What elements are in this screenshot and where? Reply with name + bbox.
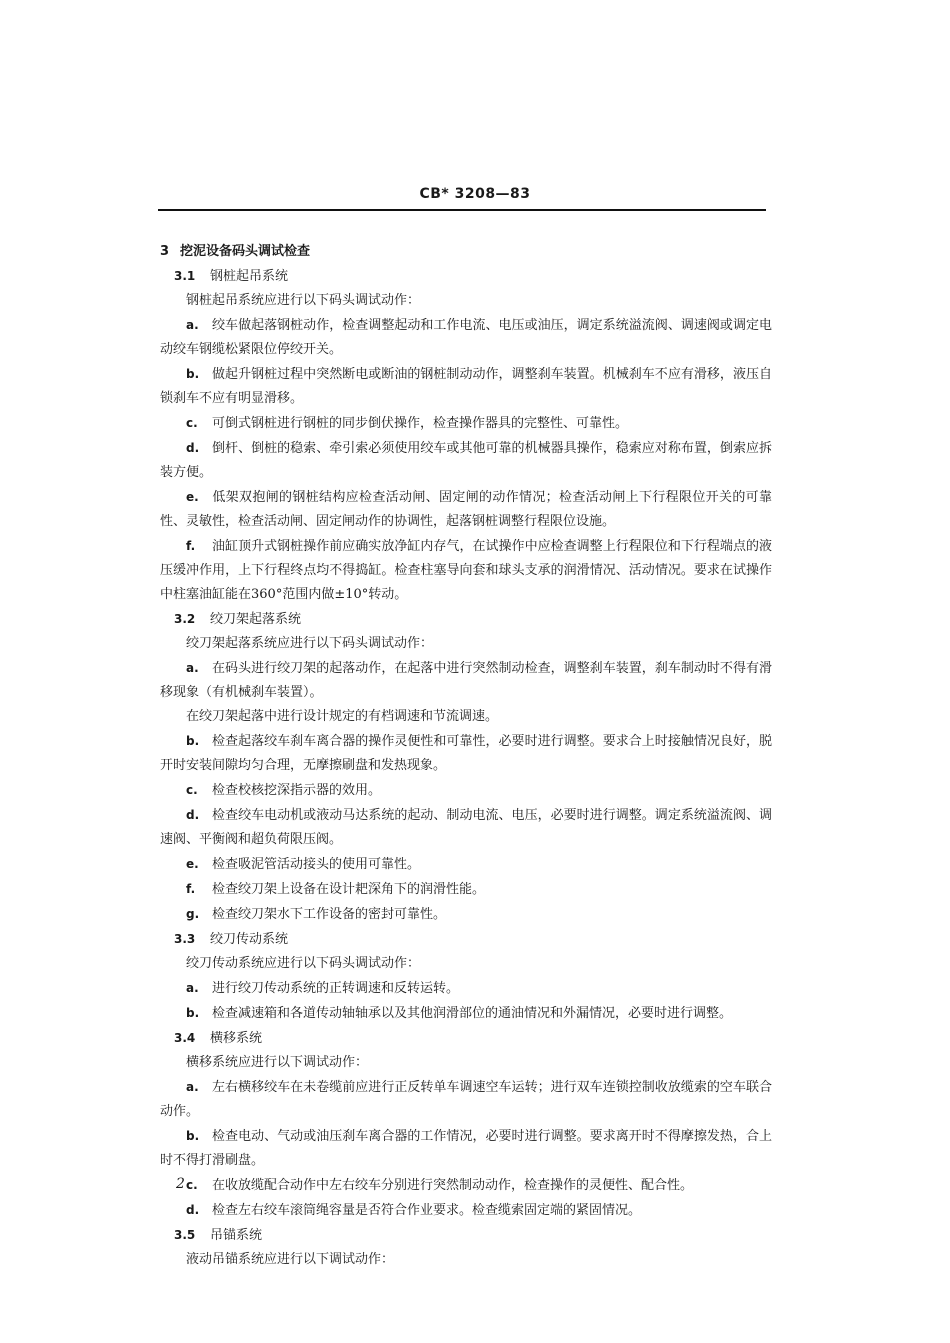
paragraph: 在绞刀架起落中进行设计规定的有档调速和节流调速。 — [186, 709, 499, 724]
document-body — [160, 240, 772, 1272]
section-title: 绞刀架起落系统 — [210, 612, 302, 627]
item-text: 检查电动、气动或油压刹车离合器的工作情况，必要时进行调整。要求离开时不得摩擦发热，合上时不得打滑刷盘。 — [160, 1129, 772, 1168]
item-marker: b. — [186, 734, 200, 748]
section-intro: 绞刀架起落系统应进行以下码头调试动作： — [186, 636, 434, 651]
section-number: 3.5 — [174, 1228, 196, 1242]
section-intro: 液动吊锚系统应进行以下调试动作： — [186, 1252, 395, 1267]
page-number: 2 — [176, 1176, 185, 1192]
list-item — [160, 485, 772, 534]
item-text: 倒杆、倒桩的稳索、牵引索必须使用绞车或其他可靠的机械器具操作，稳索应对称布置，倒索应拆装方便。 — [160, 441, 772, 480]
list-item — [160, 852, 772, 877]
section-heading — [160, 264, 772, 289]
standard-code-header: CB* 3208—83 — [419, 186, 531, 202]
list-item — [160, 313, 772, 362]
section-heading — [160, 607, 772, 632]
item-marker: a. — [186, 661, 199, 675]
section-number: 3.2 — [174, 612, 196, 626]
header-rule — [158, 209, 766, 211]
item-marker: b. — [186, 1006, 200, 1020]
section-heading — [160, 1026, 772, 1051]
list-item — [160, 778, 772, 803]
list-item — [160, 656, 772, 705]
item-marker: f. — [186, 539, 196, 553]
item-text: 左右横移绞车在未卷缆前应进行正反转单车调速空车运转；进行双车连锁控制收放缆索的空车联合动作。 — [160, 1080, 772, 1119]
item-text: 检查校核挖深指示器的效用。 — [212, 783, 382, 798]
list-item — [160, 1173, 772, 1198]
item-text: 可倒式钢桩进行钢桩的同步倒伏操作，检查操作器具的完整性、可靠性。 — [212, 416, 629, 431]
section-intro: 绞刀传动系统应进行以下码头调试动作： — [186, 956, 421, 971]
section-title: 吊锚系统 — [210, 1228, 263, 1243]
list-item — [160, 976, 772, 1001]
item-marker: f. — [186, 882, 196, 896]
item-marker: a. — [186, 318, 199, 332]
item-marker: e. — [186, 857, 199, 871]
list-item — [160, 1075, 772, 1124]
item-marker: b. — [186, 367, 200, 381]
item-marker: a. — [186, 1080, 199, 1094]
item-marker: a. — [186, 981, 199, 995]
item-marker: b. — [186, 1129, 200, 1143]
item-text: 检查起落绞车刹车离合器的操作灵便性和可靠性，必要时进行调整。要求合上时接触情况良好，脱开时安装间隙均匀合理，无摩擦刷盘和发热现象。 — [160, 734, 772, 773]
list-item — [160, 1124, 772, 1173]
list-item — [160, 803, 772, 852]
item-text: 进行绞刀传动系统的正转调速和反转运转。 — [212, 981, 460, 996]
item-text: 在码头进行绞刀架的起落动作，在起落中进行突然制动检查，调整刹车装置，刹车制动时不得有滑移现象（有机械刹车装置）。 — [160, 661, 772, 700]
list-item — [160, 534, 772, 607]
list-item — [160, 729, 772, 778]
item-marker: d. — [186, 441, 200, 455]
item-text: 绞车做起落钢桩动作，检查调整起动和工作电流、电压或油压，调定系统溢流阀、调速阀或调定电动绞车钢缆松紧限位停绞开关。 — [160, 318, 772, 357]
item-text: 检查左右绞车滚筒绳容量是否符合作业要求。检查缆索固定端的紧固情况。 — [212, 1203, 642, 1218]
item-text: 检查绞刀架水下工作设备的密封可靠性。 — [212, 907, 447, 922]
item-text: 检查减速箱和各道传动轴轴承以及其他润滑部位的通油情况和外漏情况，必要时进行调整。 — [212, 1006, 733, 1021]
chapter-heading — [160, 240, 772, 264]
item-marker: g. — [186, 907, 200, 921]
item-text: 检查绞车电动机或液动马达系统的起动、制动电流、电压，必要时进行调整。调定系统溢流阀、调速阀、平衡阀和超负荷限压阀。 — [160, 808, 772, 847]
section-number: 3.4 — [174, 1031, 196, 1045]
list-item — [160, 436, 772, 485]
section-number: 3.1 — [174, 269, 196, 283]
item-marker: d. — [186, 1203, 200, 1217]
list-item — [160, 1001, 772, 1026]
list-item — [160, 877, 772, 902]
item-marker: c. — [186, 1178, 198, 1192]
section-title: 横移系统 — [210, 1031, 263, 1046]
section-heading — [160, 927, 772, 952]
section-number: 3.3 — [174, 932, 196, 946]
item-text: 在收放缆配合动作中左右绞车分别进行突然制动动作，检查操作的灵便性、配合性。 — [212, 1178, 694, 1193]
item-marker: c. — [186, 416, 198, 430]
list-item — [160, 362, 772, 411]
chapter-title: 挖泥设备码头调试检查 — [180, 244, 311, 259]
section-intro: 钢桩起吊系统应进行以下码头调试动作： — [186, 293, 421, 308]
item-marker: d. — [186, 808, 200, 822]
item-text: 低架双抱闸的钢桩结构应检查活动闸、固定闸的动作情况；检查活动闸上下行程限位开关的可靠性、灵敏性，检查活动闸、固定闸动作的协调性，起落钢桩调整行程限位设施。 — [160, 490, 772, 529]
section-heading — [160, 1223, 772, 1248]
item-text: 油缸顶升式钢桩操作前应确实放净缸内存气，在试操作中应检查调整上行程限位和下行程端点的液压缓冲作用，上下行程终点均不得捣缸。检查柱塞导向套和球头支承的润滑情况、活动情况。要求在试操作中柱塞油缸能在360°范围内做±10°转动。 — [160, 539, 772, 602]
section-intro: 横移系统应进行以下调试动作： — [186, 1055, 369, 1070]
item-text: 检查吸泥管活动接头的使用可靠性。 — [212, 857, 421, 872]
list-item — [160, 902, 772, 927]
section-title: 钢桩起吊系统 — [210, 269, 289, 284]
item-text: 做起升钢桩过程中突然断电或断油的钢桩制动动作，调整刹车装置。机械刹车不应有滑移，液压自锁刹车不应有明显滑移。 — [160, 367, 772, 406]
item-text: 检查绞刀架上设备在设计耙深角下的润滑性能。 — [212, 882, 486, 897]
list-item — [160, 1198, 772, 1223]
item-marker: c. — [186, 783, 198, 797]
list-item — [160, 411, 772, 436]
chapter-number: 3 — [160, 244, 170, 259]
section-title: 绞刀传动系统 — [210, 932, 289, 947]
item-marker: e. — [186, 490, 199, 504]
